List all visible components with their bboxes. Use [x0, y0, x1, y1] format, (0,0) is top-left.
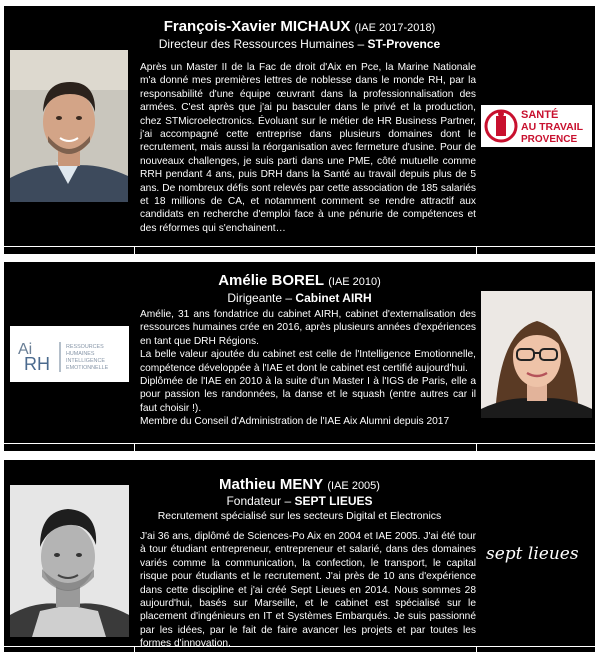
role-label: Fondateur –	[226, 494, 295, 508]
company-logo	[482, 532, 592, 572]
panel-rule	[4, 246, 595, 247]
portrait-photo	[10, 485, 129, 637]
profile-name: Mathieu MENY	[219, 476, 324, 493]
logo-rh: RH	[24, 354, 50, 374]
bio-paragraph: Diplômée de l'IAE en 2010 à la suite d'un Master I à l'IGS de Paris, elle a pour passion les randonnées, la danse et le squash (entre autres car il faut choisir !).	[140, 376, 476, 414]
profile-title	[4, 272, 595, 291]
profile-card-3	[4, 460, 595, 652]
profile-bio	[140, 308, 476, 429]
company-logo	[481, 105, 592, 147]
profile-promo: (IAE 2005)	[327, 480, 380, 492]
profile-bio: Après un Master II de la Fac de droit d'Aix en Pce, la Marine Nationale m'a donné mes premières lettres de noblesse dans le monde RH, par la responsabilité d'une équipe œuvrant dans la professionnalisation des armées. C'est après que j'ai pu basculer dans le privé et la production, chez STMicroelectronics. Évoluant sur le métier de HR Business Partner, j'ai accompagné cette entreprise dans plusieurs domaines dont le recrutement, mais aussi la réorganisation avec fermeture d'usine. Pour de nouveaux challenges, je suis parti dans une PME, côté mutuelle comme RRH pendant 4 ans, puis DRH dans la Santé au travail depuis plus de 5 ans. De nombreux défis sont relevés par cette association de 185 salariés et 18 millions de CA, et notamment comment se rendre attractif aux candidats en recherche d'emploi face à une pénurie de compétences et des réformes qui s'enchainent…	[140, 62, 476, 234]
bio-paragraph: Amélie, 31 ans fondatrice du cabinet AIRH, cabinet d'externalisation des ressources humaines crée en 2016, après plusieurs années d'expériences en tant que DRH Régions.	[140, 309, 476, 347]
profile-tagline: Recrutement spécialisé sur les secteurs Digital et Electronics	[157, 510, 442, 522]
profile-promo: (IAE 2017-2018)	[354, 22, 436, 34]
profile-role	[4, 37, 595, 51]
bio-paragraph: Membre du Conseil d'Administration de l'IAE Aix Alumni depuis 2017	[140, 416, 450, 428]
portrait-photo	[481, 291, 592, 418]
profile-name: Amélie BOREL	[218, 272, 325, 289]
logo-tag-4: EMOTIONNELLE	[66, 365, 109, 371]
profile-name: François-Xavier MICHAUX	[163, 18, 351, 35]
bio-paragraph: La belle valeur ajoutée du cabinet est celle de l'Intelligence Emotionnelle, compétence développée à l'IAE et dont le cabinet est certifié aujourd'hui.	[140, 349, 476, 374]
logo-line-3: PROVENCE	[521, 134, 578, 145]
profile-bio: J'ai 36 ans, diplômé de Sciences-Po Aix en 2004 et IAE 2005. J'ai été tour à tour étudiant entrepreneur, entrepreneur et salarié, dans des domaines variés comme la communication, la confection, le transport, le capital risque pour étudiants et le recrutement. J'ai près de 10 ans d'expérience dans cette discipline et j'ai créé Sept Lieues en 2014. Nous sommes 28 aujourd'hui, basés sur Marseille, et le cabinet est spécialisé sur le placement d'ingénieurs en IT et Systèmes Embarqués. Je suis passionné par les idées, par le fait de faire avancer les projets et par toutes les formes d'innovation.	[140, 531, 476, 650]
logo-wordmark: sept lieues	[486, 544, 579, 564]
organization-name: SEPT LIEUES	[294, 494, 373, 508]
panel-rule	[4, 646, 595, 647]
organization-name: ST-Provence	[367, 37, 441, 51]
panel-rule	[4, 443, 595, 444]
logo-line-2: AU TRAVAIL	[521, 121, 584, 133]
organization-name: Cabinet AIRH	[295, 291, 372, 305]
profile-promo: (IAE 2010)	[328, 276, 381, 288]
profile-card-2	[4, 262, 595, 451]
logo-tag-2: HUMAINES	[66, 351, 95, 357]
profile-card-1	[4, 6, 595, 254]
logo-tag-1: RESSOURCES	[66, 344, 104, 350]
role-label: Directeur des Ressources Humaines –	[158, 37, 368, 51]
company-logo	[10, 326, 129, 382]
logo-line-1: SANTÉ	[521, 109, 559, 121]
logo-ai: Ai	[18, 341, 33, 358]
role-label: Dirigeante –	[227, 291, 296, 305]
profile-title	[4, 18, 595, 37]
portrait-photo	[10, 50, 128, 202]
logo-tag-3: INTELLIGENCE	[66, 358, 105, 364]
